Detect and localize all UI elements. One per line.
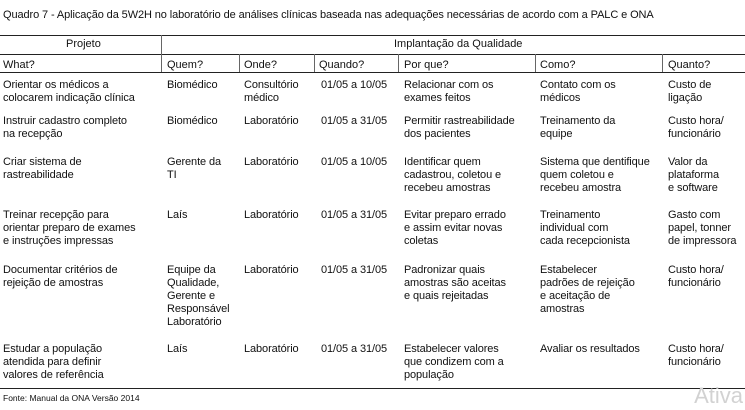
cell-quanto: Custo hora/ funcionário bbox=[668, 264, 724, 289]
cell-quanto: Gasto com papel, tonner de impressora bbox=[668, 209, 737, 247]
cell-quanto: Custo de ligação bbox=[668, 79, 712, 104]
cell-quanto: Valor da plataforma e software bbox=[668, 156, 719, 194]
cell-quando: 01/05 a 31/05 bbox=[321, 343, 387, 355]
5w2h-table bbox=[0, 35, 745, 389]
cell-quem: Laís bbox=[167, 209, 188, 221]
cell-por-que: Evitar preparo errado e assim evitar novas coletas bbox=[404, 209, 506, 247]
cell-onde: Laboratório bbox=[244, 343, 299, 355]
cell-quando: 01/05 a 31/05 bbox=[321, 209, 387, 221]
cell-por-que: Estabelecer valores que condizem com a população bbox=[404, 343, 504, 381]
cell-quando: 01/05 a 10/05 bbox=[321, 79, 387, 91]
cell-por-que: Relacionar com os exames feitos bbox=[404, 79, 494, 104]
cell-quanto: Custo hora/ funcionário bbox=[668, 115, 724, 140]
cell-quando: 01/05 a 10/05 bbox=[321, 156, 387, 168]
cell-quem: Biomédico bbox=[167, 115, 218, 127]
cell-what: Documentar critérios de rejeição de amostras bbox=[3, 264, 118, 289]
group-separator bbox=[161, 35, 162, 54]
cell-what: Criar sistema de rastreabilidade bbox=[3, 156, 82, 181]
cell-como: Contato com os médicos bbox=[540, 79, 616, 104]
column-header-quanto: Quanto? bbox=[668, 59, 711, 71]
column-separator bbox=[535, 54, 536, 72]
cell-como: Treinamento da equipe bbox=[540, 115, 616, 140]
cell-como: Estabelecer padrões de rejeição e aceitação de amostras bbox=[540, 264, 635, 315]
column-header-what: What? bbox=[3, 59, 35, 71]
column-separator bbox=[314, 54, 315, 72]
cell-como: Treinamento individual com cada recepcionista bbox=[540, 209, 630, 247]
column-header-quem: Quem? bbox=[167, 59, 204, 71]
cell-quando: 01/05 a 31/05 bbox=[321, 264, 387, 276]
column-separator bbox=[398, 54, 399, 72]
group-header-implantacao: Implantação da Qualidade bbox=[394, 38, 523, 50]
cell-quando: 01/05 a 31/05 bbox=[321, 115, 387, 127]
column-separator bbox=[662, 54, 663, 72]
cell-onde: Consultório médico bbox=[244, 79, 299, 104]
cell-onde: Laboratório bbox=[244, 156, 299, 168]
column-separator bbox=[239, 54, 240, 72]
column-header-como: Como? bbox=[540, 59, 576, 71]
cell-what: Instruir cadastro completo na recepção bbox=[3, 115, 127, 140]
column-separator bbox=[161, 54, 162, 72]
cell-what: Orientar os médicos a colocarem indicação clínica bbox=[3, 79, 135, 104]
cell-por-que: Identificar quem cadastrou, coletou e recebeu amostras bbox=[404, 156, 502, 194]
cell-what: Estudar a população atendida para definir valores de referência bbox=[3, 343, 104, 381]
activation-watermark: Ativa bbox=[694, 383, 743, 408]
cell-what: Treinar recepção para orientar preparo de exames e instruções impressas bbox=[3, 209, 136, 247]
table-top-rule bbox=[0, 35, 745, 36]
column-header-onde: Onde? bbox=[244, 59, 278, 71]
group-header-projeto: Projeto bbox=[66, 38, 101, 50]
column-header-quando: Quando? bbox=[319, 59, 365, 71]
cell-onde: Laboratório bbox=[244, 115, 299, 127]
cell-onde: Laboratório bbox=[244, 209, 299, 221]
cell-quem: Gerente da TI bbox=[167, 156, 222, 181]
table-caption: Quadro 7 - Aplicação da 5W2H no laboratório de análises clínicas baseada nas adequações necessárias de acordo com a PALC e ONA bbox=[3, 9, 654, 21]
cell-como: Avaliar os resultados bbox=[540, 343, 640, 355]
cell-quanto: Custo hora/ funcionário bbox=[668, 343, 724, 368]
table-bottom-rule bbox=[0, 388, 745, 389]
cell-por-que: Permitir rastreabilidade dos pacientes bbox=[404, 115, 515, 140]
cell-quem: Laís bbox=[167, 343, 188, 355]
cell-quem: Biomédico bbox=[167, 79, 218, 91]
group-header-rule bbox=[0, 54, 745, 55]
column-header-por-que: Por que? bbox=[404, 59, 449, 71]
table-source: Fonte: Manual da ONA Versão 2014 bbox=[3, 393, 140, 403]
cell-quem: Equipe da Qualidade, Gerente e Responsável Laboratório bbox=[167, 264, 230, 328]
cell-onde: Laboratório bbox=[244, 264, 299, 276]
cell-como: Sistema que dentifique quem coletou e recebeu amostra bbox=[540, 156, 650, 194]
cell-por-que: Padronizar quais amostras são aceitas e quais rejeitadas bbox=[404, 264, 506, 302]
column-header-rule bbox=[0, 72, 745, 73]
